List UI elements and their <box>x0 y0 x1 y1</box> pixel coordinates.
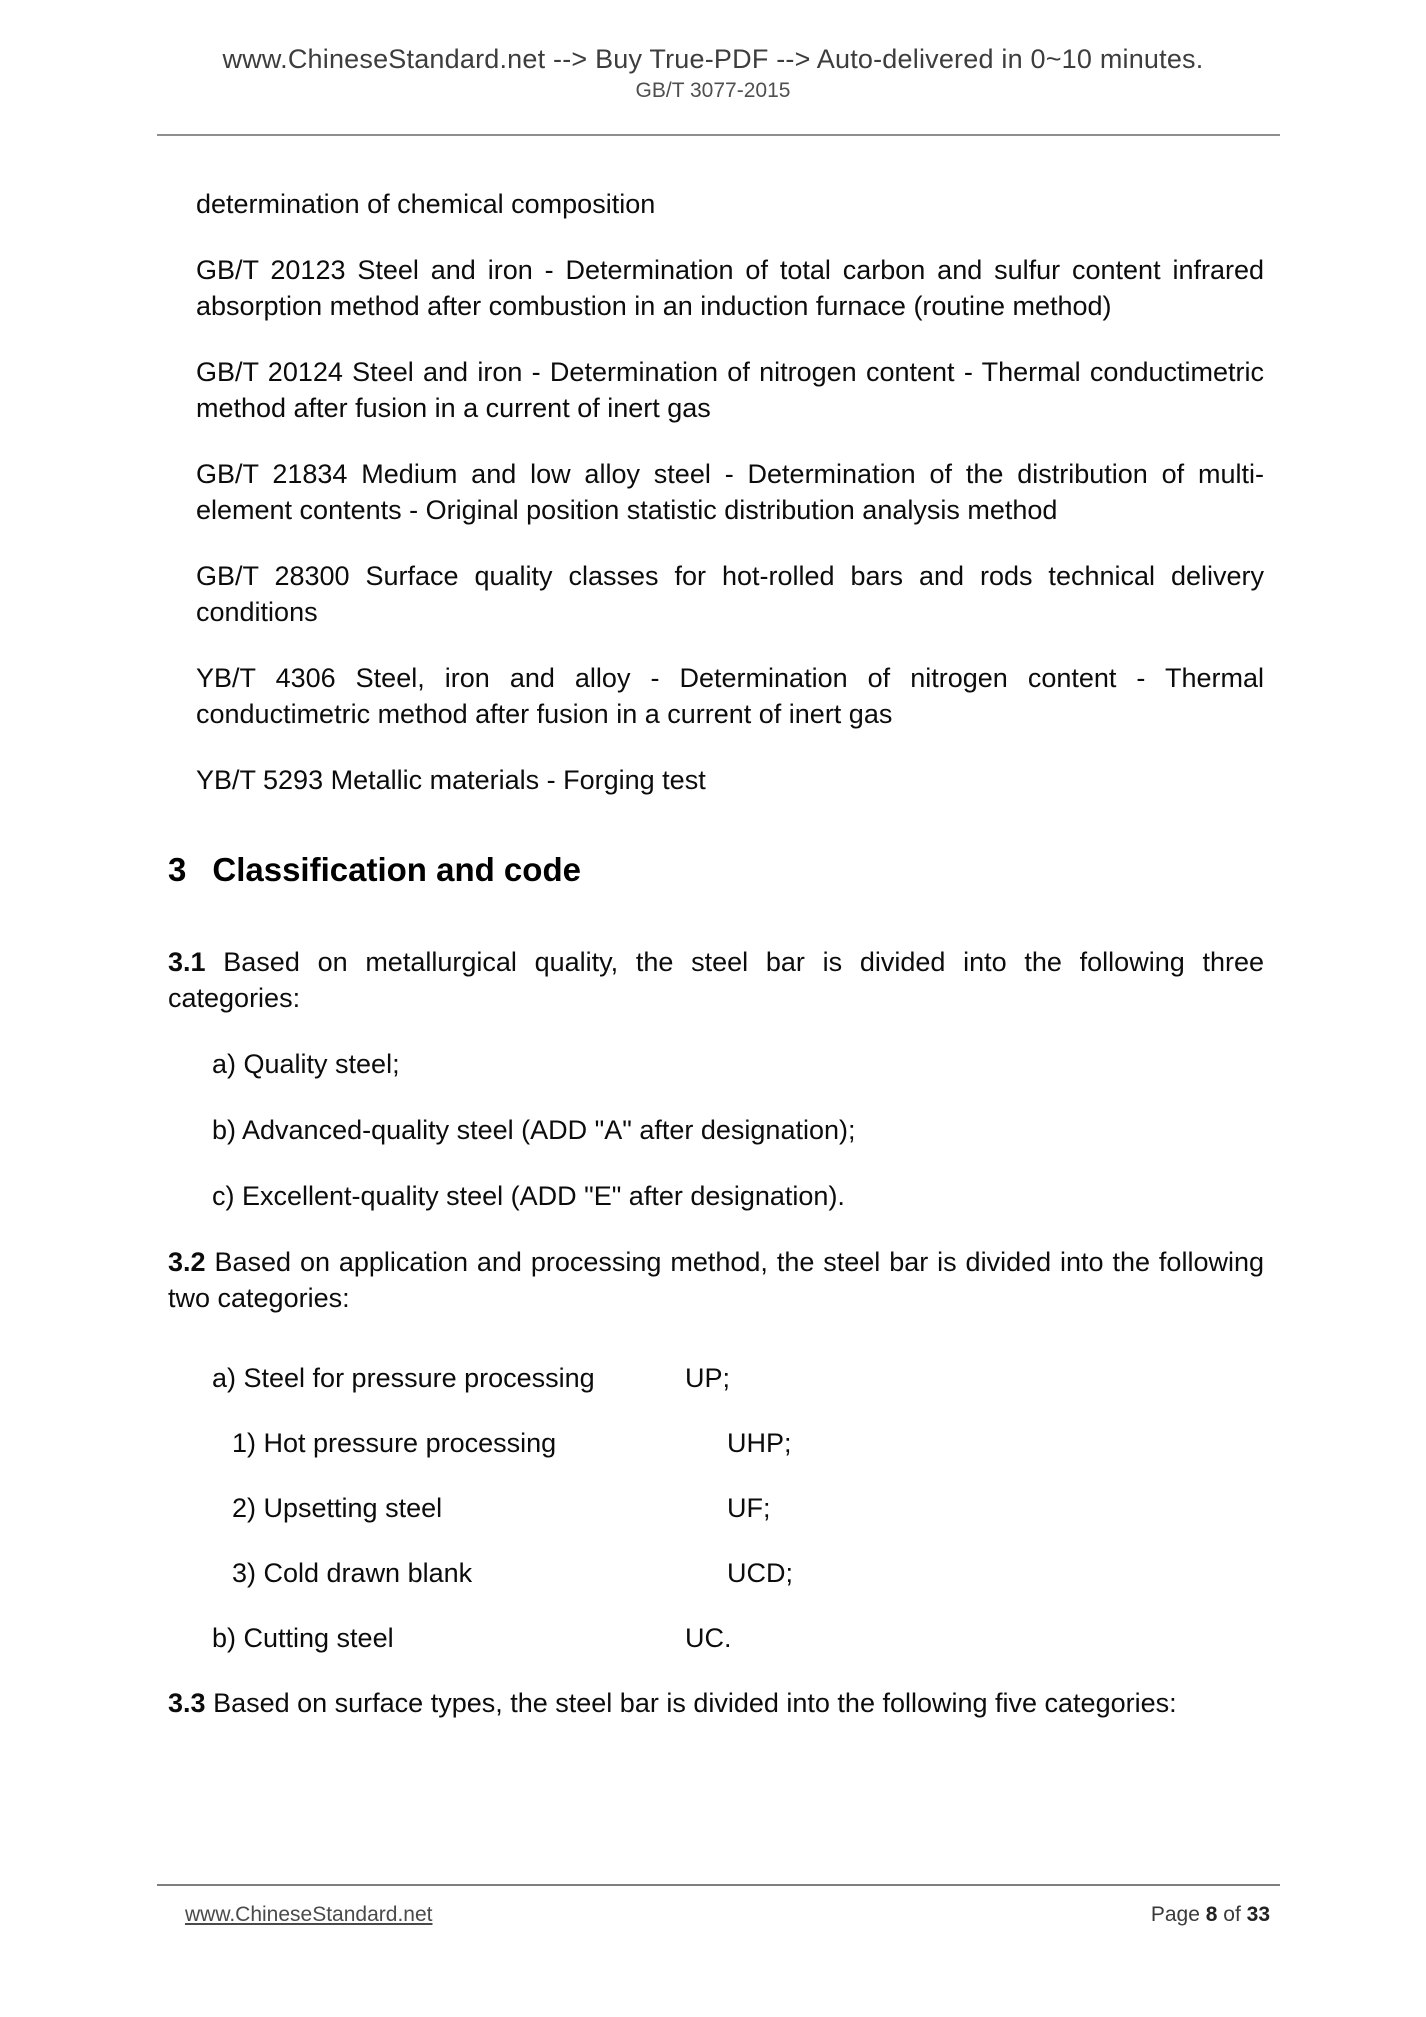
clause-paragraph <box>168 1244 1264 1316</box>
classification-row <box>168 1490 1264 1526</box>
page-number: 8 <box>1205 1903 1218 1926</box>
section-number: 3 <box>168 851 187 888</box>
header-divider <box>157 134 1280 136</box>
page-word: Page <box>1150 1903 1200 1926</box>
classification-code: UHP; <box>727 1428 792 1458</box>
clause-text: Based on surface types, the steel bar is divided into the following five categories: <box>213 1688 1177 1718</box>
clause-paragraph <box>168 1685 1264 1721</box>
clause-paragraph <box>168 944 1264 1016</box>
footer-site-link[interactable]: www.ChineseStandard.net <box>185 1903 433 1926</box>
list-item: c) Excellent-quality steel (ADD "E" after designation). <box>212 1181 845 1211</box>
classification-code: UF; <box>727 1493 771 1523</box>
reference-paragraph: GB/T 21834 Medium and low alloy steel - Determination of the distribution of multi-element contents - Original position statistic distribution analysis method <box>196 459 1264 525</box>
clause-number: 3.3 <box>168 1688 206 1718</box>
list-item: b) Advanced-quality steel (ADD "A" after designation); <box>212 1115 856 1145</box>
footer-divider <box>157 1884 1280 1886</box>
section-title: Classification and code <box>212 851 581 888</box>
reference-paragraph: YB/T 5293 Metallic materials - Forging test <box>196 765 706 795</box>
document-code: GB/T 3077-2015 <box>635 79 791 102</box>
page-header <box>0 44 1426 103</box>
list-item: a) Quality steel; <box>212 1049 400 1079</box>
clause-number: 3.2 <box>168 1247 206 1277</box>
classification-code: UP; <box>685 1363 731 1393</box>
classification-row <box>168 1425 1264 1461</box>
document-body <box>168 186 1264 1751</box>
classification-label: 2) Upsetting steel <box>232 1493 443 1523</box>
classification-row <box>168 1620 1264 1656</box>
footer-site <box>185 1903 432 1927</box>
reference-paragraph: GB/T 20124 Steel and iron - Determination of nitrogen content - Thermal conductimetric method after fusion in a current of inert gas <box>196 357 1264 423</box>
clause-text: Based on metallurgical quality, the steel bar is divided into the following three categories: <box>168 947 1264 1013</box>
classification-code: UCD; <box>727 1558 793 1588</box>
of-word: of <box>1223 1903 1241 1926</box>
clause-text: Based on application and processing method, the steel bar is divided into the following two categories: <box>168 1247 1264 1313</box>
classification-code: UC. <box>685 1623 732 1653</box>
continuation-text: determination of chemical composition <box>196 189 656 219</box>
page-total: 33 <box>1246 1903 1270 1926</box>
classification-row <box>168 1555 1264 1591</box>
header-banner: www.ChineseStandard.net --> Buy True-PDF --> Auto-delivered in 0~10 minutes. <box>222 44 1204 74</box>
classification-label: a) Steel for pressure processing <box>212 1363 595 1393</box>
classification-label: b) Cutting steel <box>212 1623 394 1653</box>
page-indicator <box>1151 1903 1270 1927</box>
reference-paragraph: GB/T 28300 Surface quality classes for hot-rolled bars and rods technical delivery conditions <box>196 561 1264 627</box>
clause-number: 3.1 <box>168 947 206 977</box>
reference-paragraph: YB/T 4306 Steel, iron and alloy - Determination of nitrogen content - Thermal conductimetric method after fusion in a current of inert gas <box>196 663 1264 729</box>
classification-row <box>168 1360 1264 1396</box>
classification-label: 3) Cold drawn blank <box>232 1558 473 1588</box>
classification-label: 1) Hot pressure processing <box>232 1428 557 1458</box>
reference-paragraph: GB/T 20123 Steel and iron - Determination of total carbon and sulfur content infrared absorption method after combustion in an induction furnace (routine method) <box>196 255 1264 321</box>
section-heading <box>168 848 1264 892</box>
